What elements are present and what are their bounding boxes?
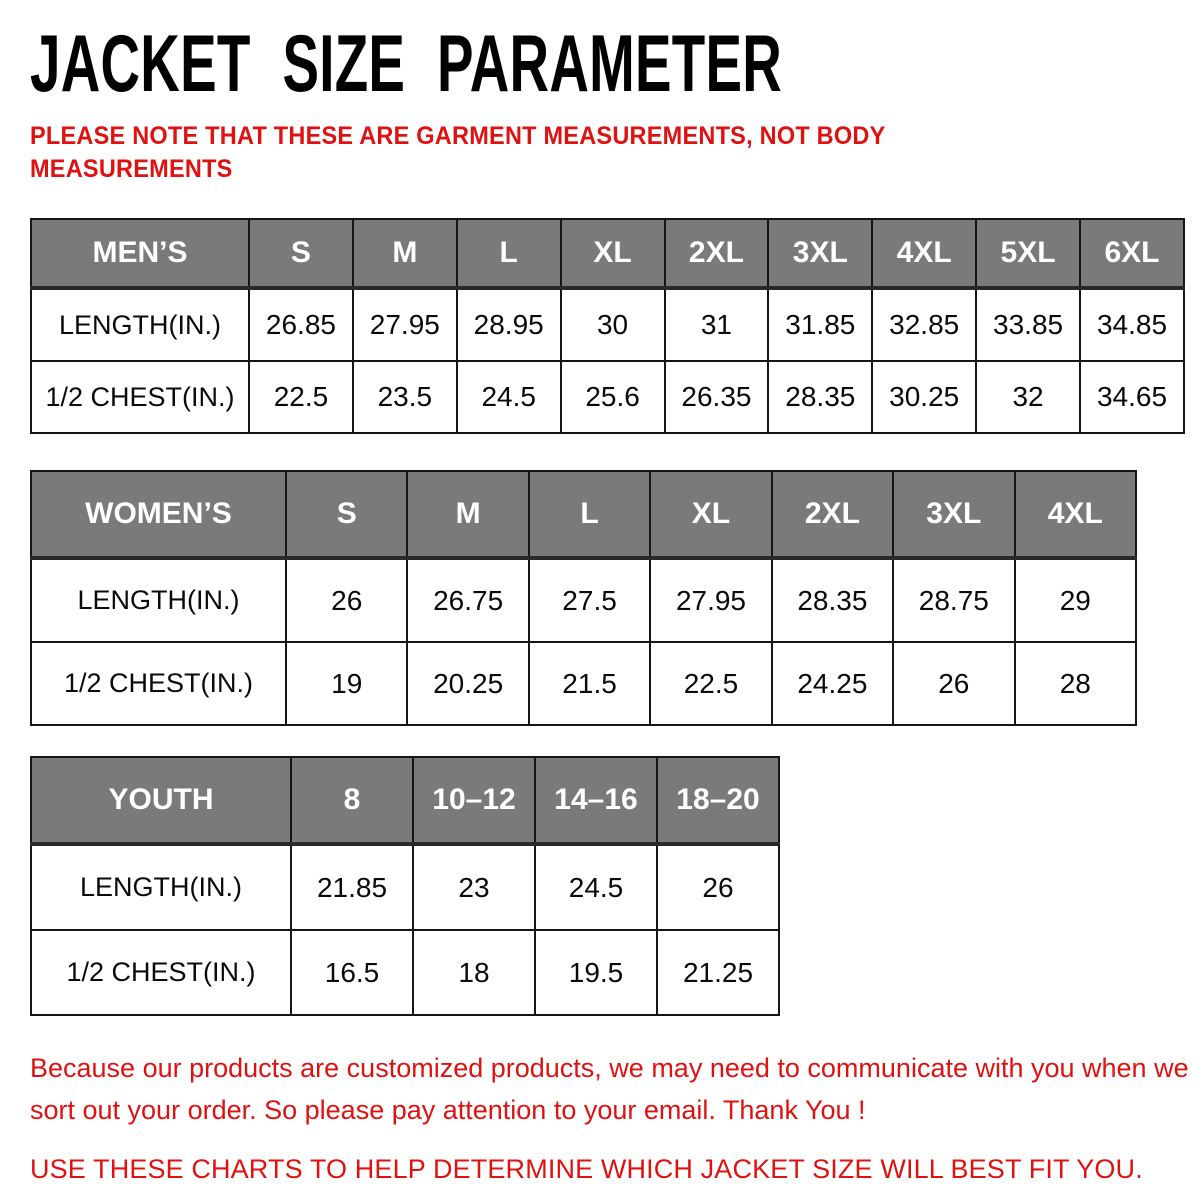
size-header-cell: 2XL bbox=[772, 471, 893, 558]
table-title-cell: YOUTH bbox=[31, 757, 291, 844]
measurement-value-cell: 28.95 bbox=[457, 288, 561, 361]
measurement-value-cell: 26 bbox=[893, 642, 1014, 725]
size-header-cell: M bbox=[407, 471, 528, 558]
size-header-cell: 4XL bbox=[872, 219, 976, 288]
chart-usage-note: USE THESE CHARTS TO HELP DETERMINE WHICH JACKET SIZE WILL BEST FIT YOU. bbox=[30, 1153, 1143, 1184]
measurement-row bbox=[31, 844, 779, 930]
measurement-value-cell: 24.5 bbox=[457, 361, 561, 433]
size-header-cell: 3XL bbox=[768, 219, 872, 288]
measurement-value-cell: 27.95 bbox=[650, 558, 771, 642]
row-label-cell: LENGTH(IN.) bbox=[31, 288, 249, 361]
table-title-cell: MEN’S bbox=[31, 219, 249, 288]
measurement-row bbox=[31, 558, 1136, 642]
measurement-value-cell: 24.25 bbox=[772, 642, 893, 725]
size-header-cell: 3XL bbox=[893, 471, 1014, 558]
page-title-text: JACKET SIZE PARAMETER bbox=[30, 18, 783, 109]
measurement-value-cell: 26.75 bbox=[407, 558, 528, 642]
size-header-cell: L bbox=[457, 219, 561, 288]
measurement-value-cell: 23.5 bbox=[353, 361, 457, 433]
measurement-value-cell: 19.5 bbox=[535, 930, 657, 1015]
size-header-cell: 14–16 bbox=[535, 757, 657, 844]
measurement-value-cell: 34.65 bbox=[1080, 361, 1184, 433]
row-label-cell: 1/2 CHEST(IN.) bbox=[31, 361, 249, 433]
garment-measurement-note: PLEASE NOTE THAT THESE ARE GARMENT MEASUREMENTS, NOT BODY MEASUREMENTS bbox=[30, 122, 886, 183]
size-header-cell: 6XL bbox=[1080, 219, 1184, 288]
customization-notice: Because our products are customized products, we may need to communicate with you when we sort out your order. So please pay attention to your email. Thank You ! bbox=[30, 1053, 1189, 1125]
measurement-value-cell: 16.5 bbox=[291, 930, 413, 1015]
header-row bbox=[31, 757, 779, 844]
measurement-row bbox=[31, 288, 1184, 361]
measurement-value-cell: 28 bbox=[1015, 642, 1136, 725]
size-header-cell: L bbox=[529, 471, 650, 558]
youth-size-table bbox=[30, 756, 780, 1016]
header-row bbox=[31, 471, 1136, 558]
measurement-value-cell: 27.5 bbox=[529, 558, 650, 642]
measurement-value-cell: 28.35 bbox=[772, 558, 893, 642]
measurement-value-cell: 21.5 bbox=[529, 642, 650, 725]
mens-size-table bbox=[30, 218, 1185, 434]
size-header-cell: 4XL bbox=[1015, 471, 1136, 558]
measurement-value-cell: 21.25 bbox=[657, 930, 779, 1015]
measurement-value-cell: 23 bbox=[413, 844, 535, 930]
measurement-value-cell: 24.5 bbox=[535, 844, 657, 930]
measurement-value-cell: 31 bbox=[665, 288, 769, 361]
row-label-cell: LENGTH(IN.) bbox=[31, 558, 286, 642]
row-label-cell: LENGTH(IN.) bbox=[31, 844, 291, 930]
measurement-value-cell: 33.85 bbox=[976, 288, 1080, 361]
measurement-value-cell: 30.25 bbox=[872, 361, 976, 433]
womens-size-table bbox=[30, 470, 1137, 726]
table-title-cell: WOMEN’S bbox=[31, 471, 286, 558]
measurement-value-cell: 19 bbox=[286, 642, 407, 725]
measurement-value-cell: 18 bbox=[413, 930, 535, 1015]
size-header-cell: S bbox=[286, 471, 407, 558]
measurement-value-cell: 32 bbox=[976, 361, 1080, 433]
header-row bbox=[31, 219, 1184, 288]
measurement-value-cell: 31.85 bbox=[768, 288, 872, 361]
measurement-value-cell: 26.35 bbox=[665, 361, 769, 433]
size-header-cell: 10–12 bbox=[413, 757, 535, 844]
measurement-row bbox=[31, 642, 1136, 725]
measurement-value-cell: 22.5 bbox=[650, 642, 771, 725]
measurement-value-cell: 21.85 bbox=[291, 844, 413, 930]
measurement-value-cell: 30 bbox=[561, 288, 665, 361]
size-header-cell: M bbox=[353, 219, 457, 288]
size-header-cell: 5XL bbox=[976, 219, 1080, 288]
size-header-cell: XL bbox=[650, 471, 771, 558]
measurement-value-cell: 26.85 bbox=[249, 288, 353, 361]
measurement-value-cell: 29 bbox=[1015, 558, 1136, 642]
measurement-value-cell: 22.5 bbox=[249, 361, 353, 433]
measurement-row bbox=[31, 930, 779, 1015]
size-header-cell: 8 bbox=[291, 757, 413, 844]
measurement-value-cell: 25.6 bbox=[561, 361, 665, 433]
page-title bbox=[30, 18, 1185, 109]
measurement-value-cell: 34.85 bbox=[1080, 288, 1184, 361]
size-header-cell: 2XL bbox=[665, 219, 769, 288]
measurement-value-cell: 28.35 bbox=[768, 361, 872, 433]
measurement-value-cell: 26 bbox=[657, 844, 779, 930]
row-label-cell: 1/2 CHEST(IN.) bbox=[31, 930, 291, 1015]
measurement-value-cell: 20.25 bbox=[407, 642, 528, 725]
measurement-row bbox=[31, 361, 1184, 433]
row-label-cell: 1/2 CHEST(IN.) bbox=[31, 642, 286, 725]
measurement-value-cell: 27.95 bbox=[353, 288, 457, 361]
measurement-value-cell: 32.85 bbox=[872, 288, 976, 361]
measurement-value-cell: 26 bbox=[286, 558, 407, 642]
size-header-cell: 18–20 bbox=[657, 757, 779, 844]
measurement-value-cell: 28.75 bbox=[893, 558, 1014, 642]
size-header-cell: XL bbox=[561, 219, 665, 288]
size-header-cell: S bbox=[249, 219, 353, 288]
